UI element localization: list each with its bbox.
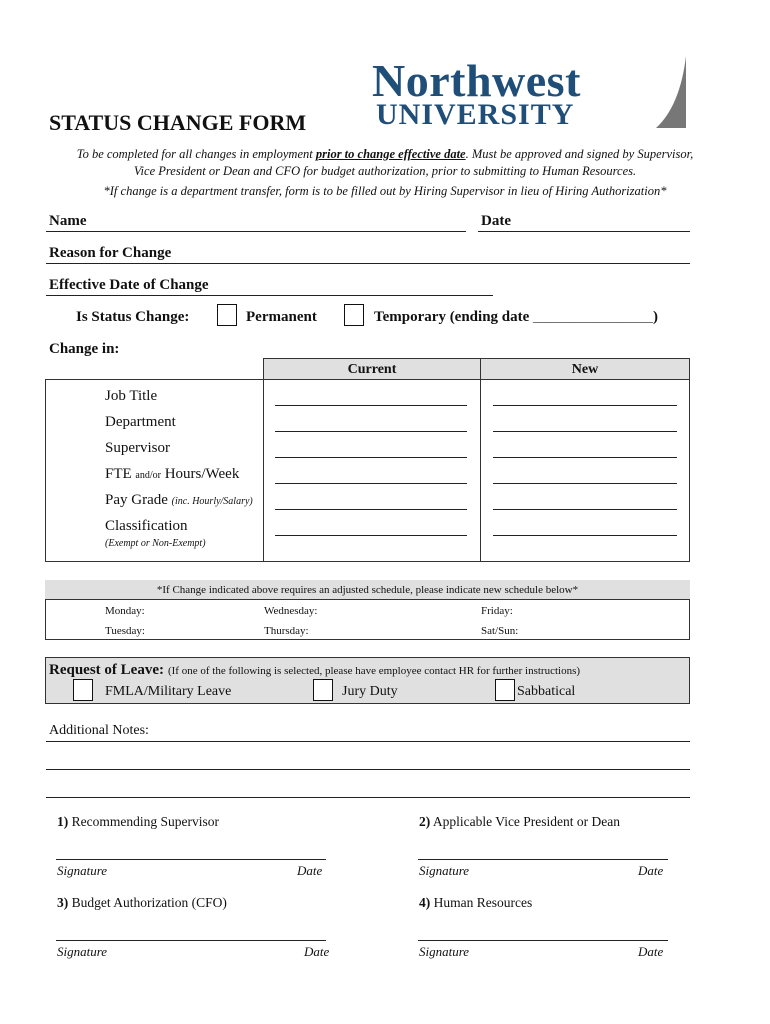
schedule-tuesday[interactable]: Tuesday: (105, 625, 145, 637)
current-department-field[interactable] (275, 431, 467, 432)
current-job-title-field[interactable] (275, 405, 467, 406)
notes-line[interactable] (46, 797, 690, 798)
change-in-label: Change in: (49, 341, 120, 357)
logo-swoosh-icon (650, 56, 688, 130)
current-fte-field[interactable] (275, 483, 467, 484)
sig2-heading (419, 814, 620, 830)
row-pay-grade-note: (inc. Hourly/Salary) (171, 496, 253, 507)
fmla-checkbox[interactable] (73, 679, 93, 701)
sig1-number: 1) (57, 814, 69, 829)
row-supervisor: Supervisor (105, 440, 170, 456)
fmla-label: FMLA/Military Leave (105, 684, 232, 699)
current-supervisor-field[interactable] (275, 457, 467, 458)
sig1-heading (57, 814, 219, 830)
sig3-date-caption: Date (304, 944, 330, 959)
current-pay-grade-field[interactable] (275, 509, 467, 510)
schedule-header: *If Change indicated above requires an adjusted schedule, please indicate new schedule below* (156, 584, 579, 596)
temporary-text: Temporary (ending date (374, 309, 530, 325)
sig1-signature-caption: Signature (57, 863, 108, 878)
row-classification-note: (Exempt or Non-Exempt) (105, 538, 206, 549)
row-fte-andor: and/or (135, 470, 161, 481)
sig2-line[interactable] (418, 859, 668, 860)
name-label: Name (49, 213, 87, 229)
sig3-label: Budget Authorization (CFO) (71, 895, 227, 910)
sig2-signature-caption: Signature (419, 863, 470, 878)
jury-duty-checkbox[interactable] (313, 679, 333, 701)
jury-duty-label: Jury Duty (342, 684, 398, 699)
leave-title: Request of Leave: (49, 662, 164, 678)
sig2-number: 2) (419, 814, 431, 829)
row-fte-hours: Hours/Week (164, 466, 240, 482)
row-department: Department (105, 414, 176, 430)
sabbatical-checkbox[interactable] (495, 679, 515, 701)
intro-line3: *If change is a department transfer, form is to be filled out by Hiring Supervisor in lieu of Hiring Authorization* (103, 184, 667, 198)
additional-notes-label: Additional Notes: (49, 723, 149, 738)
row-pay-grade (105, 492, 253, 509)
sig4-label: Human Resources (433, 895, 533, 910)
schedule-wednesday[interactable]: Wednesday: (264, 605, 318, 617)
intro-line2: Vice President or Dean and CFO for budget authorization, prior to submitting to Human Resources. (133, 164, 637, 178)
row-job-title: Job Title (105, 388, 158, 404)
row-fte-text: FTE (105, 466, 132, 482)
date-label: Date (481, 213, 511, 229)
reason-label: Reason for Change (49, 245, 172, 261)
schedule-thursday[interactable]: Thursday: (264, 625, 309, 637)
new-fte-field[interactable] (493, 483, 677, 484)
new-classification-field[interactable] (493, 535, 677, 536)
row-pay-grade-text: Pay Grade (105, 492, 168, 508)
permanent-label: Permanent (246, 309, 317, 325)
sig4-heading (419, 895, 532, 911)
sig2-label: Applicable Vice President or Dean (432, 814, 621, 829)
sig2-date-caption: Date (638, 863, 664, 878)
new-pay-grade-field[interactable] (493, 509, 677, 510)
sig1-label: Recommending Supervisor (71, 814, 219, 829)
sig4-signature-caption: Signature (419, 944, 470, 959)
sig4-number: 4) (419, 895, 431, 910)
schedule-satsun[interactable]: Sat/Sun: (481, 625, 519, 637)
new-supervisor-field[interactable] (493, 457, 677, 458)
sabbatical-label: Sabbatical (517, 684, 576, 699)
sig1-date-caption: Date (297, 863, 323, 878)
intro-line1-a: To be completed for all changes in employment (76, 147, 313, 161)
change-table-blank-header (45, 358, 264, 380)
page-title: STATUS CHANGE FORM (49, 110, 307, 135)
intro-text (20, 146, 750, 200)
ending-date-field[interactable]: ____________________ (533, 310, 654, 324)
row-classification: Classification (105, 518, 188, 534)
effective-date-field[interactable] (46, 295, 493, 296)
logo-northwest: Northwest (372, 55, 581, 106)
sig3-number: 3) (57, 895, 69, 910)
sig4-line[interactable] (418, 940, 668, 941)
sig3-signature-caption: Signature (57, 944, 108, 959)
schedule-friday[interactable]: Friday: (481, 605, 513, 617)
reason-field[interactable] (46, 263, 690, 264)
table-divider (263, 358, 264, 562)
sig1-line[interactable] (56, 859, 326, 860)
logo-university: UNIVERSITY (376, 98, 575, 131)
current-column-label: Current (347, 362, 397, 377)
notes-line[interactable] (46, 741, 690, 742)
table-divider (480, 358, 481, 562)
sig3-heading (57, 895, 227, 911)
permanent-checkbox[interactable] (217, 304, 237, 326)
status-change-label: Is Status Change: (76, 309, 190, 325)
new-department-field[interactable] (493, 431, 677, 432)
effective-date-label: Effective Date of Change (49, 277, 209, 293)
temporary-close-paren: ) (653, 309, 659, 325)
row-fte (105, 466, 239, 483)
current-classification-field[interactable] (275, 535, 467, 536)
temporary-checkbox[interactable] (344, 304, 364, 326)
date-field[interactable] (478, 231, 690, 232)
schedule-monday[interactable]: Monday: (105, 605, 145, 617)
intro-line1-underlined: prior to change effective date (315, 147, 466, 161)
sig4-date-caption: Date (638, 944, 664, 959)
notes-line[interactable] (46, 769, 690, 770)
new-column-label: New (571, 362, 599, 377)
sig3-line[interactable] (56, 940, 326, 941)
new-job-title-field[interactable] (493, 405, 677, 406)
leave-note: (If one of the following is selected, please have employee contact HR for further instructions) (167, 665, 581, 677)
name-field[interactable] (46, 231, 466, 232)
leave-title-row (49, 661, 580, 679)
temporary-label (374, 309, 658, 326)
intro-line1-b: . Must be approved and signed by Supervisor, (465, 147, 694, 161)
